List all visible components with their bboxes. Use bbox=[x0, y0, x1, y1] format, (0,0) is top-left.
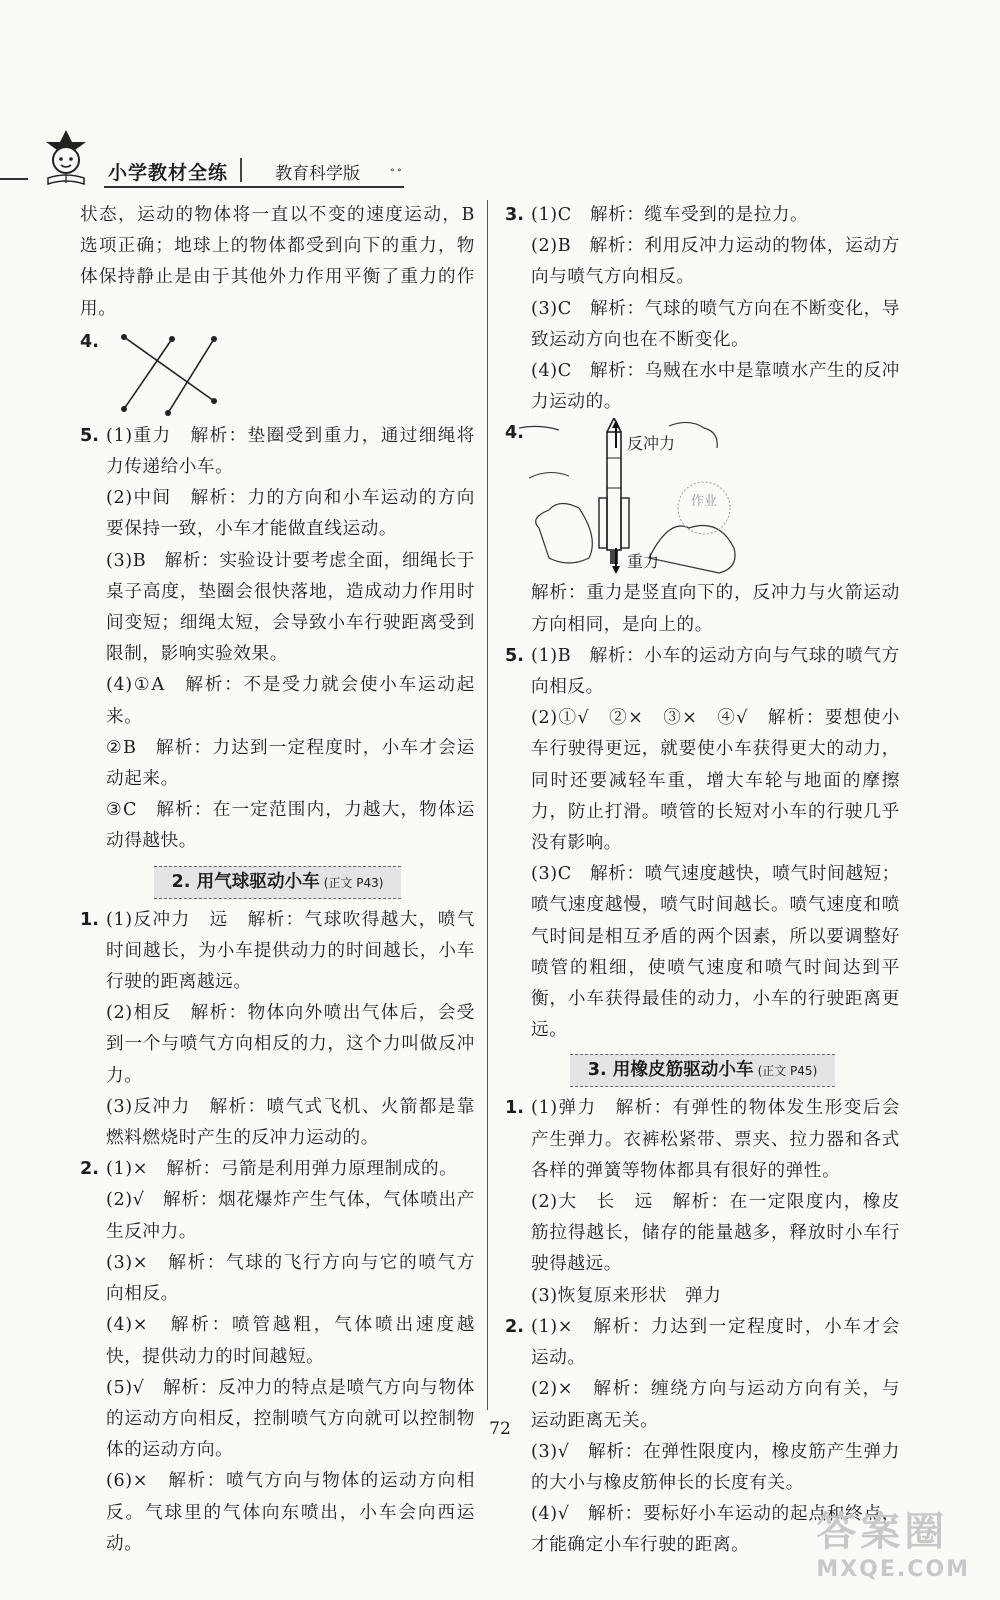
section-heading-3: 3. 用橡皮筋驱动小车 (正文 P45) bbox=[505, 1054, 900, 1087]
series-title: 小学教材全练 bbox=[108, 162, 229, 184]
s3-question-2: 2. (1)× 解析：力达到一定程度时，小车才会运动。 (2)× 解析：缠绕方向与运动方向有关，与运动距离无关。 (3)√ 解析：在弹性限度内，橡皮筋产生弹力的大小与橡皮筋伸长的长度有关。 (4)√ 解析：要标好小车运动的起点和终点，才能确定小车行驶的距离。 bbox=[505, 1316, 900, 1556]
header-separator bbox=[240, 158, 242, 182]
watermark: 答案圈 MXQE.COM bbox=[816, 1509, 970, 1582]
question-4: 4. bbox=[80, 327, 475, 415]
left-column bbox=[80, 200, 475, 1560]
s2-question-2: 2. (1)× 解析：弓箭是利用弹力原理制成的。 (2)√ 解析：烟花爆炸产生气体，气体喷出产生反冲力。 (3)× 解析：气球的飞行方向与它的喷气方向相反。 (4)× 解析：喷管越粗，气体喷出速度越快，提供动力的时间越短。 (5)√ 解析：反冲力的特点是喷气方向与物体的运动方向相反，控制喷气方向就可以控制物体的运动方向。 (6)× 解析：喷气方向与物体的运动方向相反。气球里的气体向东喷出，小车会向西运动。 bbox=[80, 1159, 475, 1554]
matching-lines-figure bbox=[110, 331, 250, 419]
question-3: 3. (1)C 解析：缆车受到的是拉力。 (2)B 解析：利用反冲力运动的物体，运动方向与喷气方向相反。 (3)C 解析：气球的喷气方向在不断变化，导致运动方向也在不断变化。 (4)C 解析：乌贼在水中是靠喷水产生的反冲力运动的。 bbox=[505, 205, 900, 413]
header-line-right bbox=[104, 186, 404, 188]
header-line-left bbox=[0, 178, 28, 180]
page-header bbox=[0, 120, 1000, 190]
student-mascot-icon bbox=[28, 128, 104, 188]
header-dots-icon: ∘∘ bbox=[390, 165, 404, 176]
right-question-5: 5. (1)B 解析：小车的运动方向与气球的喷气方向相反。 (2)①√ ②× ③× ④√ 解析：要想使小车行驶得更远，就要使小车获得更大的动力，同时还要减轻车重，增大车轮与地面的摩擦力，防止打滑。喷管的长短对小车的行驶几乎没有影响。 (3)C 解析：喷气速度越快，喷气时间越短；喷气速度越慢，喷气时间越长。喷气速度和喷气时间是相互矛盾的两个因素，所以要调整好喷管的粗细，使喷气速度和喷气时间达到平衡，小车获得最佳的动力，小车的行驶距离更远。 bbox=[505, 645, 900, 1041]
page-number: 72 bbox=[489, 1419, 511, 1439]
rocket-explain: 解析：重力是竖直向下的，反冲力与火箭运动方向相同，是向上的。 bbox=[531, 583, 900, 635]
gravity-label: 重力 bbox=[627, 552, 660, 572]
stamp-text: 作业 bbox=[691, 494, 718, 510]
question-4-rocket: 4. 反冲力 重力 作业 bbox=[505, 418, 900, 578]
s3-question-1: 1. (1)弹力 解析：有弹性的物体发生形变后会产生弹力。衣裤松紧带、票夹、拉力器和各式各样的弹簧等物体都具有很好的弹性。 (2)大 长 远 解析：在一定限度内，橡皮筋拉得越长，储存的能量越多，释放时小车行驶得越远。 (3)恢复原来形状 弹力 bbox=[505, 1098, 900, 1306]
column-divider bbox=[487, 200, 488, 1410]
reaction-force-label: 反冲力 bbox=[627, 434, 676, 454]
continued-text: 状态，运动的物体将一直以不变的速度运动，B选项正确；地球上的物体都受到向下的重力，物体保持静止是由于其他外力作用平衡了重力的作用。 bbox=[80, 205, 475, 319]
edition-label: 教育科学版 bbox=[275, 164, 360, 184]
s2-question-1: 1. (1)反冲力 远 解析：气球吹得越大，喷气时间越长，为小车提供动力的时间越长，小车行驶的距离越远。 (2)相反 解析：物体向外喷出气体后，会受到一个与喷气方向相反的力，这个力叫做反冲力。 (3)反冲力 解析：喷气式飞机、火箭都是靠燃料燃烧时产生的反冲力运动的。 bbox=[80, 909, 475, 1149]
right-column bbox=[505, 200, 900, 1562]
section-heading-2: 2. 用气球驱动小车 (正文 P43) bbox=[80, 866, 475, 899]
question-5: 5. (1)重力 解析：垫圈受到重力，通过细绳将力传递给小车。 (2)中间 解析：力的方向和小车运动的方向要保持一致，小车才能做直线运动。 (3)B 解析：实验设计要考虑全面，细绳长于桌子高度，垫圈会很快落地，造成动力作用时间变短；细绳太短，会导致小车行驶距离受到限制，影响实验效果。 (4)①A 解析：不是受力就会使小车运动起来。 ②B 解析：力达到一定程度时，小车才会运动起来。 ③C 解析：在一定范围内，力越大，物体运动得越快。 bbox=[80, 425, 475, 852]
